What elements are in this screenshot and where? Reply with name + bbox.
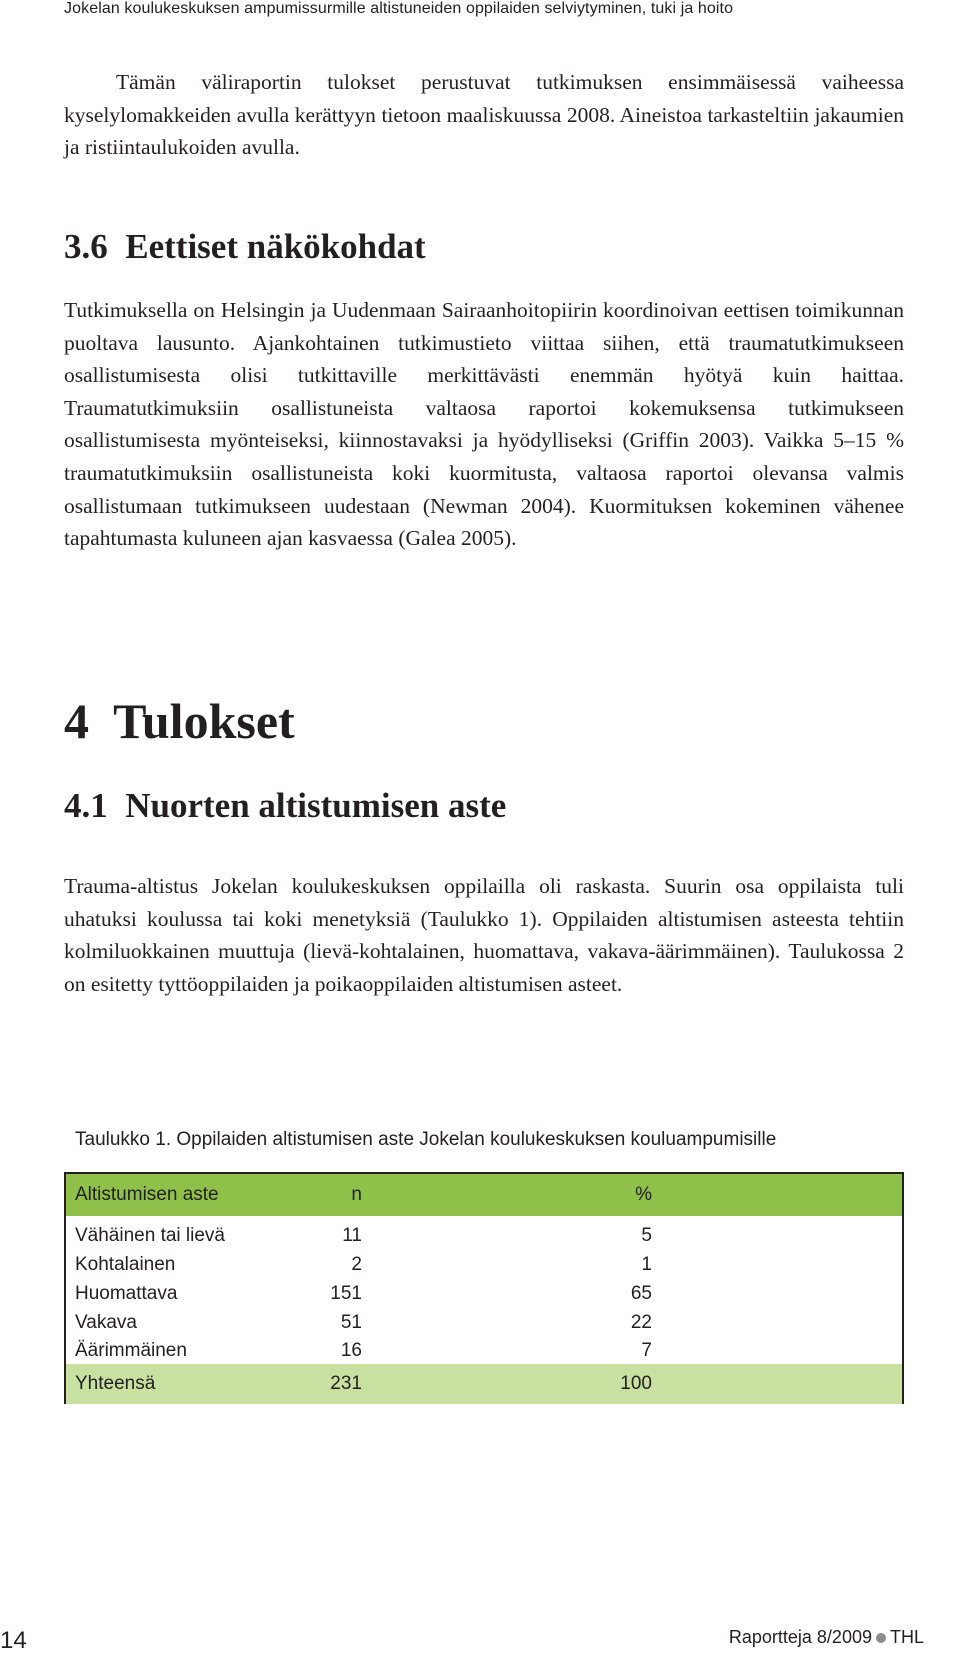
ethics-paragraph: Tutkimuksella on Helsingin ja Uudenmaan Sairaanhoitopiirin koordinoivan eettisen toimikunnan puoltava lausunto. Ajankohtainen tutkimustieto viittaa siihen, että traumatutkimukseen osallistumisesta olisi tutkittaville merkittävästi enemmän hyötyä kuin haittaa. Traumatutkimuksiin osallistuneista valtaosa raportoi kokemuksensa tutkimukseen osallistumisesta myönteiseksi, kiinnostavaksi ja hyödylliseksi (Griffin 2003). Vaikka 5–15 % traumatutkimuksiin osallistuneista koki kuormitusta, valtaosa raportoi olevansa valmis osallistumaan tutkimukseen uudestaan (Newman 2004). Kuormituksen kokeminen vähenee tapahtumasta kuluneen ajan kasvaessa (Galea 2005).	[64, 298, 904, 551]
row-percent: 65	[630, 1283, 652, 1304]
table-row	[66, 1280, 902, 1310]
total-n: 231	[330, 1373, 362, 1394]
intro-paragraph: Tämän väliraportin tulokset perustuvat tutkimuksen ensimmäisessä vaiheessa kyselylomakkeiden avulla kerättyyn tietoon maaliskuussa 2008. Aineistoa tarkasteltiin jakaumien ja ristiintaulukoiden avulla.	[64, 70, 904, 160]
row-percent: 1	[641, 1254, 652, 1275]
section-number: 4.1	[64, 786, 108, 825]
bullet-dot-icon	[876, 1633, 886, 1643]
row-n: 151	[330, 1283, 362, 1304]
page-number: 14	[0, 1627, 27, 1654]
section-heading-4-1	[64, 786, 506, 826]
row-label: Kohtalainen	[75, 1254, 176, 1275]
chapter-heading-4	[64, 692, 295, 750]
row-n: 51	[340, 1312, 362, 1333]
row-n: 16	[340, 1340, 362, 1361]
chapter-number: 4	[64, 693, 89, 749]
row-percent: 7	[641, 1340, 652, 1361]
header-cell-percent: %	[635, 1184, 652, 1205]
results-paragraph: Trauma-altistus Jokelan koulukeskuksen oppilailla oli raskasta. Suurin osa oppilaista tuli uhatuksi koulussa tai koki menetyksiä (Taulukko 1). Oppilaiden altistumisen asteesta tehtiin kolmiluokkainen muuttuja (lievä-kohtalainen, huomattava, vakava-äärimmäinen). Taulukossa 2 on esitetty tyttöoppilaiden ja poikaoppilaiden altistumisen asteet.	[64, 874, 904, 996]
table-caption: Taulukko 1. Oppilaiden altistumisen aste Jokelan koulukeskuksen kouluampumisille	[75, 1129, 777, 1150]
row-label: Vakava	[75, 1312, 137, 1333]
row-n: 11	[342, 1225, 362, 1246]
exposure-table	[64, 1172, 904, 1404]
section-title: Nuorten altistumisen aste	[125, 786, 507, 825]
table-row	[66, 1222, 902, 1252]
chapter-title: Tulokset	[113, 693, 295, 749]
publication-label: Raportteja 8/2009	[728, 1627, 872, 1647]
header-cell-category: Altistumisen aste	[75, 1184, 219, 1205]
row-label: Vähäinen tai lievä	[75, 1225, 225, 1246]
row-label: Äärimmäinen	[75, 1340, 187, 1361]
footer-publication	[729, 1627, 924, 1648]
row-n: 2	[351, 1254, 362, 1275]
table-row	[66, 1251, 902, 1281]
row-percent: 5	[641, 1225, 652, 1246]
section-number: 3.6	[64, 227, 108, 266]
table-header-row	[66, 1174, 902, 1216]
header-cell-n: n	[351, 1184, 362, 1205]
publisher-label: THL	[889, 1627, 924, 1647]
total-label: Yhteensä	[75, 1373, 156, 1394]
table-row	[66, 1337, 902, 1367]
row-percent: 22	[630, 1312, 652, 1333]
row-label: Huomattava	[75, 1283, 178, 1304]
section-title: Eettiset näkökohdat	[125, 227, 426, 266]
table-total-row	[66, 1364, 902, 1404]
running-header: Jokelan koulukeskuksen ampumissurmille altistuneiden oppilaiden selviytyminen, tuki ja hoito	[64, 0, 734, 17]
total-percent: 100	[620, 1373, 652, 1394]
table-row	[66, 1309, 902, 1339]
section-heading-3-6	[64, 227, 426, 267]
